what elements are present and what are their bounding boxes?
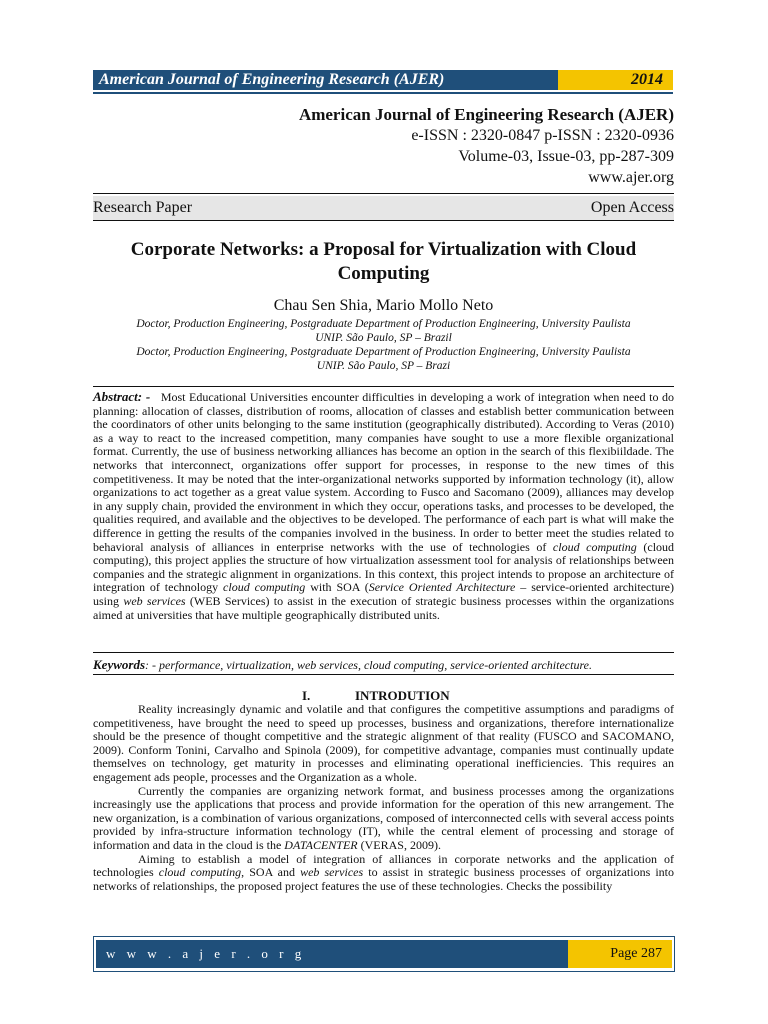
footer-page-number: Page 287 (568, 940, 672, 968)
affiliation-1a: Doctor, Production Engineering, Postgraduate Department of Production Engineering, University Paulista (136, 318, 631, 330)
abstract-label: Abstract: - (93, 389, 151, 404)
abstract-em-3: Service Oriented Architecture – (368, 580, 527, 595)
affiliation-2b: UNIP. São Paulo, SP – Brazi (316, 360, 451, 372)
journal-title: American Journal of Engineering Research (AJER) (298, 105, 674, 124)
abstract-text-2: (cloud computing), this project applies the structure of how virtualization assessment tool for analysis of relationships between companies and the strategic alignment in organizations. In this context, this project intends to propose an architecture of integration of technology (93, 539, 675, 595)
journal-header-bar (93, 70, 673, 90)
abstract-text-4: service-oriented architecture) using (93, 580, 675, 608)
paragraph-3-em-1: cloud computing (158, 865, 242, 880)
header-rule (93, 92, 673, 94)
body-text (93, 703, 674, 893)
abstract-text-5: (WEB Services) to assist in the execution of strategic business processes within the organizations aimed at universities that have multiple geographically distributed units. (93, 593, 675, 622)
section-name: INTRODUTION (355, 688, 450, 703)
abstract-em-1: cloud computing (552, 539, 637, 554)
paragraph-1: Reality increasingly dynamic and volatile and that configures the competitive assumptions and paradigms of competitiveness, have brought the need to speed up processes, business and organizations, therefore internationalize should be the presence of thought competitive and the strategic alignment of that reality (FUSCO and SACOMANO, 2009). Conform Tonini, Carvalho and Spinola (2009), for competitive advantage, companies must continually update themselves on technology, get maturity in processes and eliminating operational inefficiencies. This requires an engagement ads people, processes and the Organization as a whole. (93, 702, 674, 784)
paper-authors: Chau Sen Shia, Mario Mollo Neto (273, 297, 494, 314)
paper-title: Corporate Networks: a Proposal for Virtualization with Cloud Computing (130, 239, 637, 284)
paragraph-3-text-2: , SOA and (241, 865, 295, 880)
journal-issn: e-ISSN : 2320-0847 p-ISSN : 2320-0936 (411, 127, 674, 144)
section-number: I. (302, 688, 311, 703)
access-type-label: Open Access (590, 199, 674, 216)
paper-type-label: Research Paper (93, 199, 193, 216)
abstract (93, 390, 674, 622)
paragraph-3 (93, 853, 674, 894)
footer-bar (96, 940, 672, 968)
paragraph-2-em: DATACENTER (284, 837, 358, 852)
keywords-rule (93, 674, 674, 675)
paragraph-2 (93, 785, 674, 853)
paragraph-3-text-3: to assist in strategic business processes of organizations into networks of relationships, the proposed project features the use of these technologies. Checks the possibility (93, 865, 675, 893)
paragraph-2-text: Currently the companies are organizing network format, and business processes among the organizations increasingly use the applications that process and provide information for the operation of this new arrangement. The new organization, is a combination of various organizations, composed of interconnected cells with several access points provided by infra-structure information technology (IT), while the central element of processing and storage of information and data in the cloud is the (93, 783, 674, 852)
abstract-em-4: web services (123, 593, 186, 608)
journal-website: www.ajer.org (588, 169, 674, 186)
affiliation-1b: UNIP. São Paulo, SP – Brazil (315, 332, 452, 344)
abstract-rule-top (93, 386, 674, 387)
paper-type-rule-bottom (93, 220, 674, 221)
paragraph-3-em-2: web services (300, 865, 364, 880)
paper-type-rule-top (93, 193, 674, 194)
abstract-text-3: with SOA ( (310, 580, 369, 595)
abstract-text-1: Most Educational Universities encounter difficulties in developing a work of integration when need to do planning: allocation of classes, distribution of rooms, allocation of classes and establish better communication between the coordinators of other units belonging to the same institution (geographically distributed). According to Veras (2010) as a way to react to the increased competition, many companies have sought to use a more flexible organizational format. Currently, the use of business networking alliances has become an option in the search of this flexibiildade. The networks that interconnect, organizations offer support for processes, in response to the new times of this competitiveness. It may be noted that the inter-organizational networks supported by information technology (it), allow organizations to act together as a great value system. According to Fusco and Sacomano (2009), alliances may develop in any supply chain, provided the environment in which they occur, operations tasks, and processes to be developed, the qualities required, and available and the objectives to be developed. The performance of each part is what will make the difference in getting the results of the companies involved in the business. In order to better meet the studies related to behavioral analysis of alliances in enterprise networks with the use of technologies of (93, 390, 674, 554)
keywords (93, 657, 674, 673)
journal-info (299, 104, 674, 188)
paragraph-3-text: Aiming to establish a model of integration of alliances in corporate networks and the application of technologies (93, 851, 674, 880)
paper-type-row (93, 196, 674, 220)
keywords-label: Keywords (93, 657, 145, 672)
journal-header-year: 2014 (558, 70, 673, 90)
footer-website: w w w . a j e r . o r g (96, 940, 568, 968)
abstract-em-2: cloud computing (223, 580, 306, 595)
abstract-rule-bottom (93, 652, 674, 653)
paragraph-2-tail: (VERAS, 2009). (360, 837, 441, 852)
journal-header-title: American Journal of Engineering Research (AJER) (93, 70, 558, 90)
affiliation-2a: Doctor, Production Engineering, Postgraduate Department of Production Engineering, University Paulista (136, 346, 631, 358)
journal-volume: Volume-03, Issue-03, pp-287-309 (458, 148, 674, 165)
keywords-text: : - performance, virtualization, web services, cloud computing, service-oriented architecture. (145, 658, 592, 672)
